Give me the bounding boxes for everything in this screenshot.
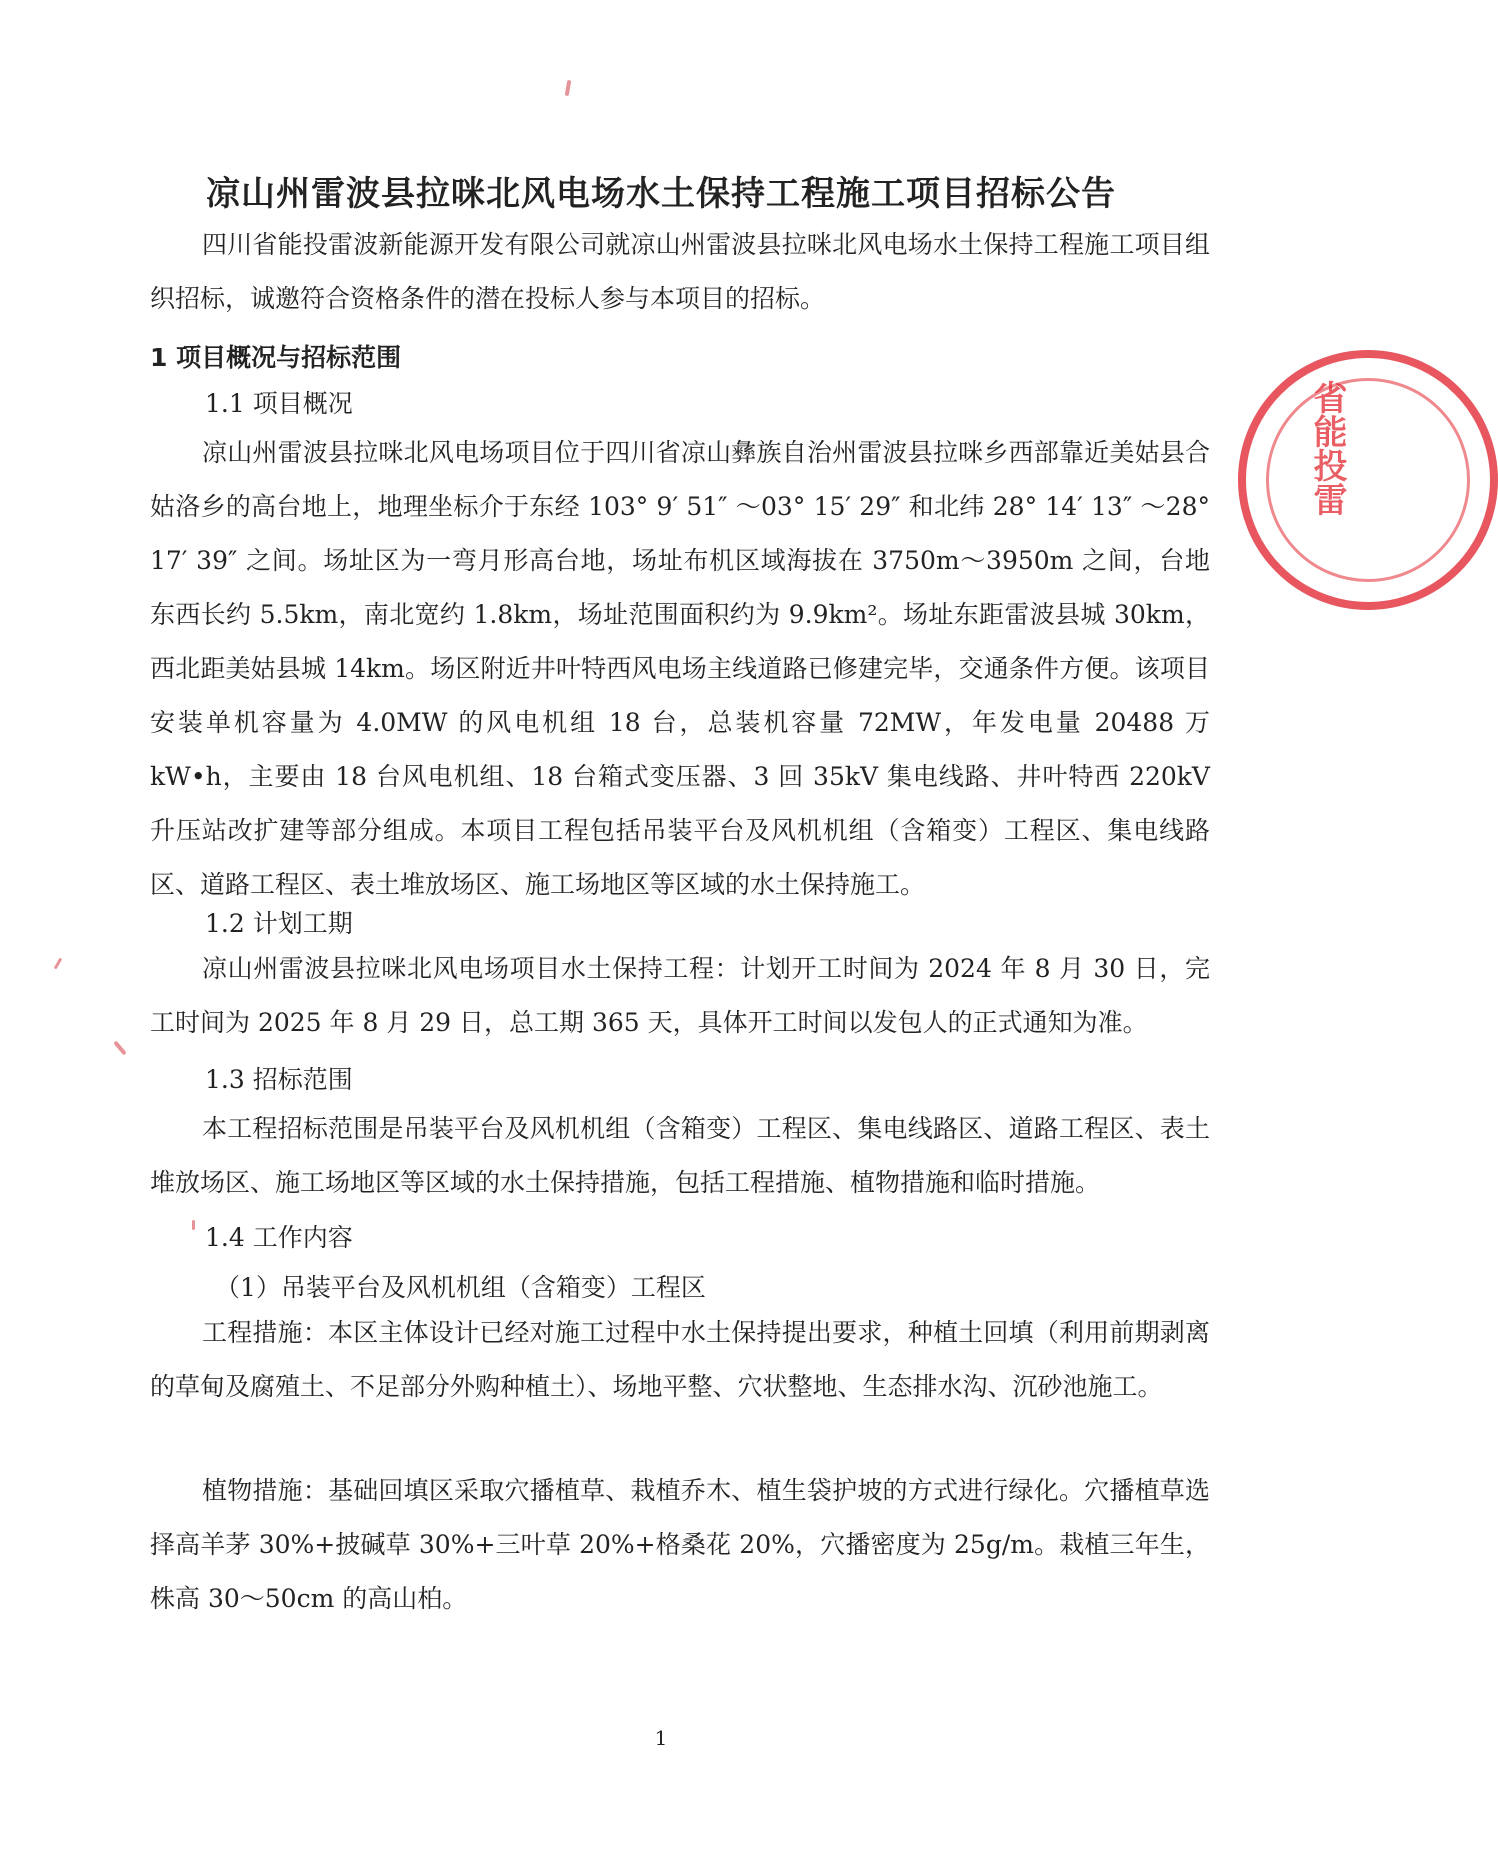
- intro-paragraph: 四川省能投雷波新能源开发有限公司就凉山州雷波县拉咪北风电场水土保持工程施工项目组织招标，诚邀符合资格条件的潜在投标人参与本项目的招标。: [150, 230, 1210, 313]
- project-overview-paragraph: 凉山州雷波县拉咪北风电场项目位于四川省凉山彝族自治州雷波县拉咪乡西部靠近美姑县合姑洛乡的高台地上，地理坐标介于东经 103° 9′ 51″ ～03° 15′ 29″ 和北纬 28° 14′ 13″ ～28° 17′ 39″ 之间。场址区为一弯月形高台地，场址布机区域海拔在 3750m～3950m 之间，台地东西长约 5.5km，南北宽约 1.8km，场址范围面积约为 9.9km²。场址东距雷波县城 30km，西北距美姑县城 14km。场区附近井叶特西风电场主线道路已修建完毕，交通条件方便。该项目安装单机容量为 4.0MW 的风电机组 18 台，总装机容量 72MW，年发电量 20488 万 kW•h，主要由 18 台风电机组、18 台箱式变压器、3 回 35kV 集电线路、井叶特西 220kV 升压站改扩建等部分组成。本项目工程包括吊装平台及风机机组（含箱变）工程区、集电线路区、道路工程区、表土堆放场区、施工场地区等区域的水土保持施工。: [150, 438, 1210, 899]
- planting-measures-paragraph: 植物措施：基础回填区采取穴播植草、栽植乔木、植生袋护坡的方式进行绿化。穴播植草选择高羊茅 30%+披碱草 30%+三叶草 20%+格桑花 20%，穴播密度为 25g/m。栽植三年生，株高 30～50cm 的高山柏。: [150, 1476, 1210, 1613]
- ink-speck: [54, 958, 63, 970]
- ink-speck: [565, 80, 572, 96]
- schedule-paragraph: 凉山州雷波县拉咪北风电场项目水土保持工程：计划开工时间为 2024 年 8 月 30 日，完工时间为 2025 年 8 月 29 日，总工期 365 天，具体开工时间以发包人的正式通知为准。: [150, 954, 1210, 1037]
- scope-paragraph: 本工程招标范围是吊装平台及风机机组（含箱变）工程区、集电线路区、道路工程区、表土堆放场区、施工场地区等区域的水土保持措施，包括工程措施、植物措施和临时措施。: [150, 1114, 1210, 1197]
- page-number: 1: [654, 1726, 668, 1750]
- section-heading-1: 1 项目概况与招标范围: [150, 343, 402, 372]
- page-title: 凉山州雷波县拉咪北风电场水土保持工程施工项目招标公告: [206, 174, 1116, 214]
- engineering-measures-paragraph: 工程措施：本区主体设计已经对施工过程中水土保持提出要求，种植土回填（利用前期剥离的草甸及腐殖土、不足部分外购种植土）、场地平整、穴状整地、生态排水沟、沉砂池施工。: [150, 1318, 1210, 1401]
- company-seal-text: 省能投雷: [1307, 380, 1347, 516]
- work-item-1-heading: （1）吊装平台及风机机组（含箱变）工程区: [215, 1273, 706, 1302]
- section-heading-1-3: 1.3 招标范围: [205, 1065, 353, 1094]
- ink-speck: [192, 1220, 195, 1230]
- section-heading-1-1: 1.1 项目概况: [205, 389, 353, 418]
- ink-speck: [113, 1041, 126, 1056]
- section-heading-1-2: 1.2 计划工期: [205, 909, 353, 938]
- section-heading-1-4: 1.4 工作内容: [205, 1223, 353, 1252]
